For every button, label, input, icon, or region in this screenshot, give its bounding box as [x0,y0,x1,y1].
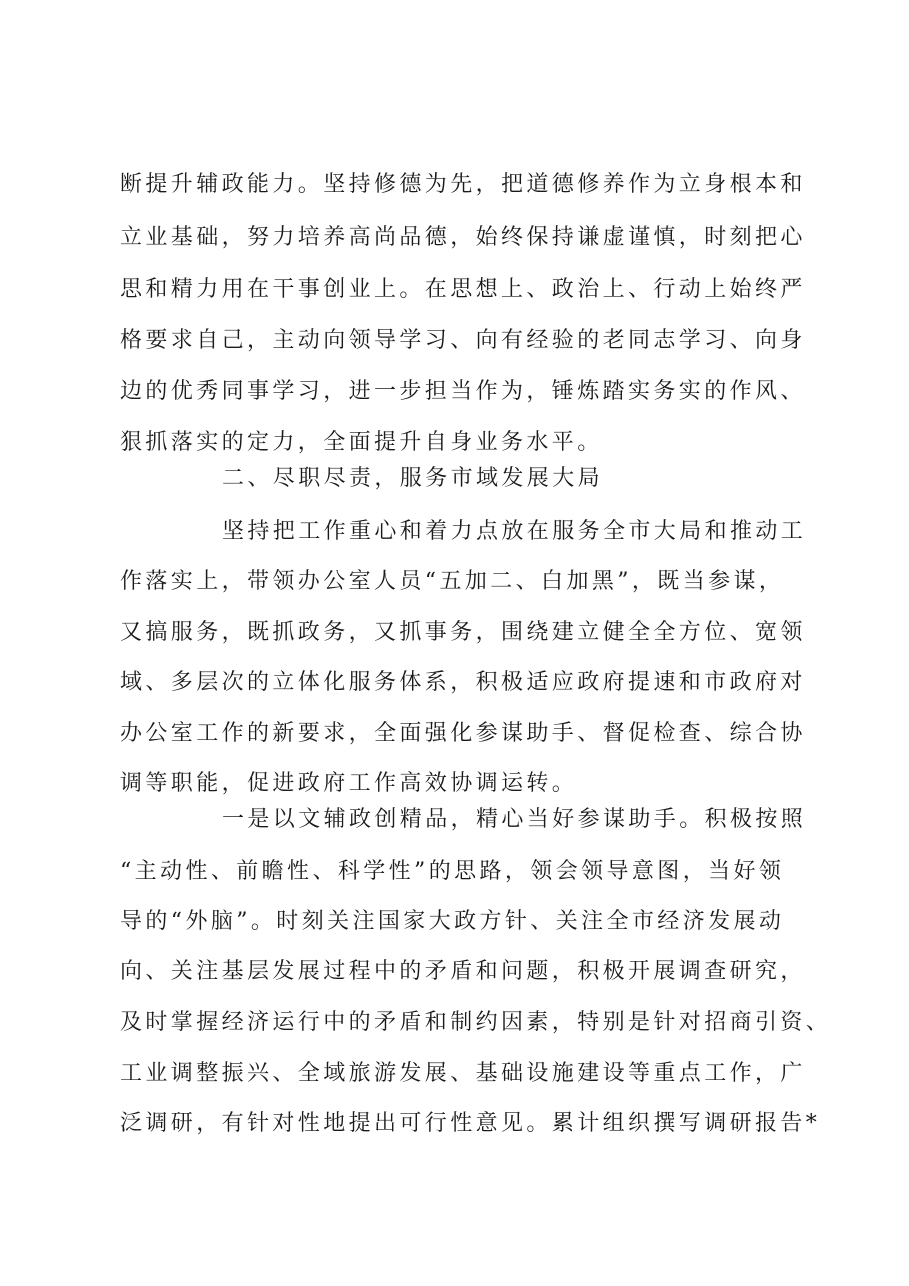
paragraph-line: 坚持把工作重心和着力点放在服务全市大局和推动工 [222,519,807,544]
section-heading: 二、尽职尽责，服务市域发展大局 [222,466,604,491]
paragraph-line: 思和精力用在干事创业上。在思想上、政治上、行动上始终严 [120,277,806,302]
paragraph-line: “主动性、前瞻性、科学性”的思路，领会领导意图，当好领 [120,859,785,884]
paragraph-line: 一是以文辅政创精品，精心当好参谋助手。积极按照 [222,807,807,832]
paragraph-line: 向、关注基层发展过程中的矛盾和问题，积极开展调查研究， [120,959,806,984]
paragraph-line: 及时掌握经济运行中的矛盾和制约因素，特别是针对招商引资、 [120,1010,832,1035]
paragraph-line: 狠抓落实的定力，全面提升自身业务水平。 [120,430,603,455]
paragraph-line: 格要求自己，主动向领导学习、向有经验的老同志学习、向身 [120,328,806,353]
paragraph-line: 立业基础，努力培养高尚品德，始终保持谦虚谨慎，时刻把心 [120,225,806,250]
paragraph-line: 作落实上，带领办公室人员“五加二、白加黑”，既当参谋， [120,569,785,594]
paragraph-line: 泛调研，有针对性地提出可行性意见。累计组织撰写调研报告* [120,1111,821,1136]
paragraph-line: 办公室工作的新要求，全面强化参谋助手、督促检查、综合协 [120,721,806,746]
paragraph-line: 工业调整振兴、全域旅游发展、基础设施建设等重点工作，广 [120,1061,806,1086]
paragraph-line: 导的“外脑”。时刻关注国家大政方针、关注全市经济发展动 [120,909,785,934]
paragraph-line: 域、多层次的立体化服务体系，积极适应政府提速和市政府对 [120,670,806,695]
paragraph-line: 又搞服务，既抓政务，又抓事务，围绕建立健全全方位、宽领 [120,620,806,645]
paragraph-line: 边的优秀同事学习，进一步担当作为，锤炼踏实务实的作风、 [120,379,806,404]
paragraph-line: 断提升辅政能力。坚持修德为先，把道德修养作为立身根本和 [120,172,806,197]
paragraph-line: 调等职能，促进政府工作高效协调运转。 [120,771,578,796]
